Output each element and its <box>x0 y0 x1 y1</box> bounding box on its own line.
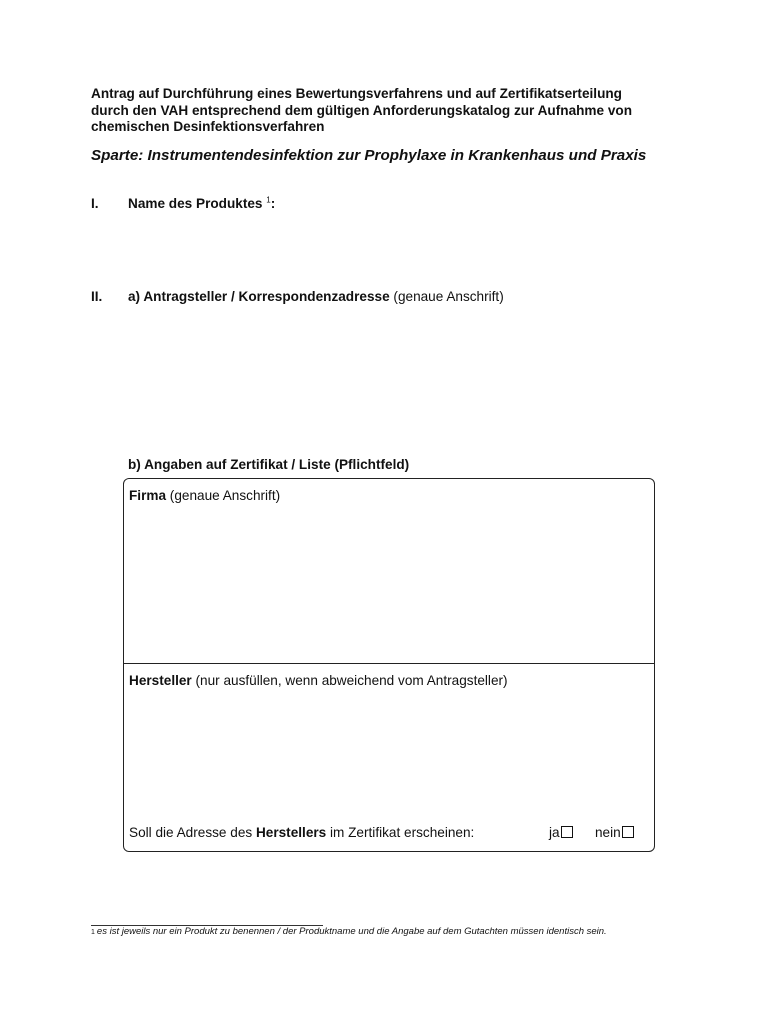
option-yes[interactable] <box>549 825 573 840</box>
footnote-marker: 1 <box>91 929 95 936</box>
section-2-numeral: II. <box>91 289 103 304</box>
hersteller-note: (nur ausfüllen, wenn abweichend vom Antragsteller) <box>191 673 508 688</box>
product-name-text: Name des Produktes <box>128 196 263 211</box>
option-yes-label: ja <box>549 825 560 840</box>
title-line-1: Antrag auf Durchführung eines Bewertungsverfahrens und auf Zertifikatserteilung <box>91 86 622 101</box>
question-bold: Herstellers <box>255 825 327 840</box>
footnote-reference: 1 <box>266 195 271 205</box>
no-checkbox[interactable] <box>622 826 634 838</box>
certificate-info-label <box>128 457 409 472</box>
show-manufacturer-question <box>129 825 474 840</box>
section-1-numeral: I. <box>91 196 99 211</box>
colon: : <box>270 196 276 211</box>
applicant-address-label <box>128 289 504 304</box>
firma-bold: Firma <box>129 488 167 503</box>
applicant-address-note: (genaue Anschrift) <box>389 289 504 304</box>
applicant-address-bold: a) Antragsteller / Korrespondenzadresse <box>128 289 390 304</box>
title-line-3: chemischen Desinfektionsverfahren <box>91 119 325 134</box>
footnote <box>91 926 607 937</box>
firma-field-label <box>129 488 280 503</box>
hersteller-bold: Hersteller <box>129 673 192 688</box>
footnote-text: es ist jeweils nur ein Produkt zu benennen / der Produktname und die Angabe auf dem Gutachten müssen identisch sein. <box>96 926 607 937</box>
sparte-heading: Sparte: Instrumentendesinfektion zur Prophylaxe in Krankenhaus und Praxis <box>91 147 647 164</box>
option-no-label: nein <box>595 825 621 840</box>
question-post: im Zertifikat erscheinen: <box>326 825 475 840</box>
question-pre: Soll die Adresse des <box>129 825 256 840</box>
document-title <box>91 86 691 136</box>
option-no[interactable] <box>595 825 634 840</box>
box-divider <box>124 663 655 664</box>
certificate-info-bold: b) Angaben auf Zertifikat / Liste (Pflichtfeld) <box>128 457 410 472</box>
title-line-2: durch den VAH entsprechend dem gültigen Anforderungskatalog zur Aufnahme von <box>91 102 633 118</box>
product-name-label <box>128 196 275 211</box>
firma-note: (genaue Anschrift) <box>166 488 281 503</box>
hersteller-field-label <box>129 673 508 688</box>
certificate-info-box <box>123 478 655 852</box>
yes-checkbox[interactable] <box>561 826 573 838</box>
